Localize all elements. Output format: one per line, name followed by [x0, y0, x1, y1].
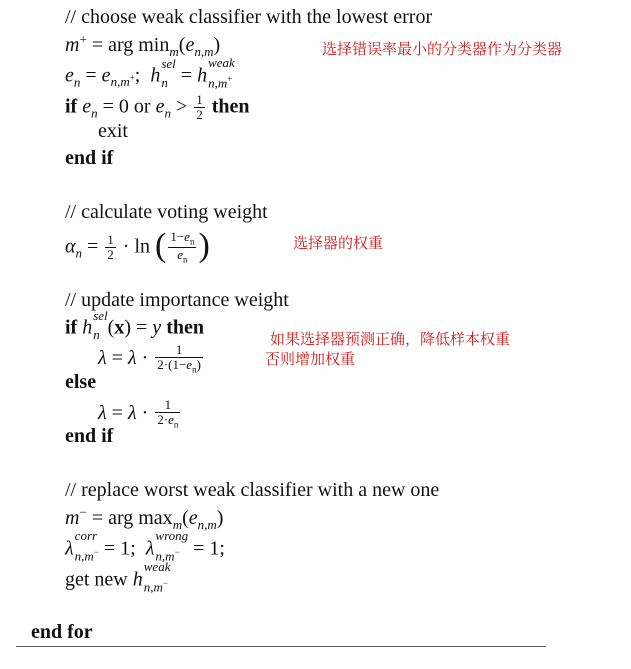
if-keyword-2: if [65, 316, 78, 339]
bottom-rule [16, 646, 546, 647]
then-keyword: then [211, 95, 250, 118]
annotation-voting: 选择器的权重 [293, 234, 384, 252]
annotation-update-1: 如果选择器预测正确，降低样本权重 [270, 330, 511, 348]
formula-error-assign: $e_n = e_{n,m^+}$; h sel n = h weak n,m+ [65, 55, 235, 91]
get-new-statement: get new h weak n,m− [65, 559, 171, 595]
formula-m-plus: m+ = arg $\min_m(e_{n,m})$ [65, 31, 221, 59]
end-for: end for [31, 621, 93, 643]
comment-replace: // replace worst weak classifier with a new one [65, 479, 440, 501]
formula-lambda-reset: λ corr n,m− = 1; λ wrong n,m− = 1; [65, 528, 225, 564]
end-if-2: end if [65, 425, 114, 447]
formula-lambda-wrong: λ = λ · $\frac{1}{2\cdot e_n}$ [98, 397, 179, 430]
else-keyword: else [65, 371, 97, 393]
end-if-1: end if [65, 147, 114, 169]
exit-statement: exit [98, 120, 128, 142]
condition-if-exit: if $e_n = 0$ or $e_n$ > $\frac{1}{2}$ then [65, 92, 250, 123]
annotation-update-2: 否则增加权重 [265, 350, 356, 368]
comment-update: // update importance weight [65, 289, 289, 311]
comment-choose: // choose weak classifier with the lowest error [65, 6, 433, 28]
formula-m-minus: m− = arg $\max_m(e_{n,m})$ [65, 504, 224, 532]
or-word: or [133, 95, 151, 118]
formula-lambda-correct: λ = λ · $\frac{1}{2\cdot(1-e_n)}$ [98, 342, 201, 375]
annotation-choose: 选择错误率最小的分类器作为分类器 [322, 40, 563, 58]
formula-alpha: $\alpha_n$ = $\frac{1}{2}$ · ln ( $\frac{1-e_n}{e_n}$ ) [65, 226, 210, 266]
get-new-text: get new [65, 568, 128, 591]
comment-voting: // calculate voting weight [65, 201, 268, 223]
then-keyword-2: then [166, 316, 204, 339]
condition-if-correct: if h sel n (x) = y then [65, 308, 204, 342]
if-keyword: if [65, 95, 78, 118]
